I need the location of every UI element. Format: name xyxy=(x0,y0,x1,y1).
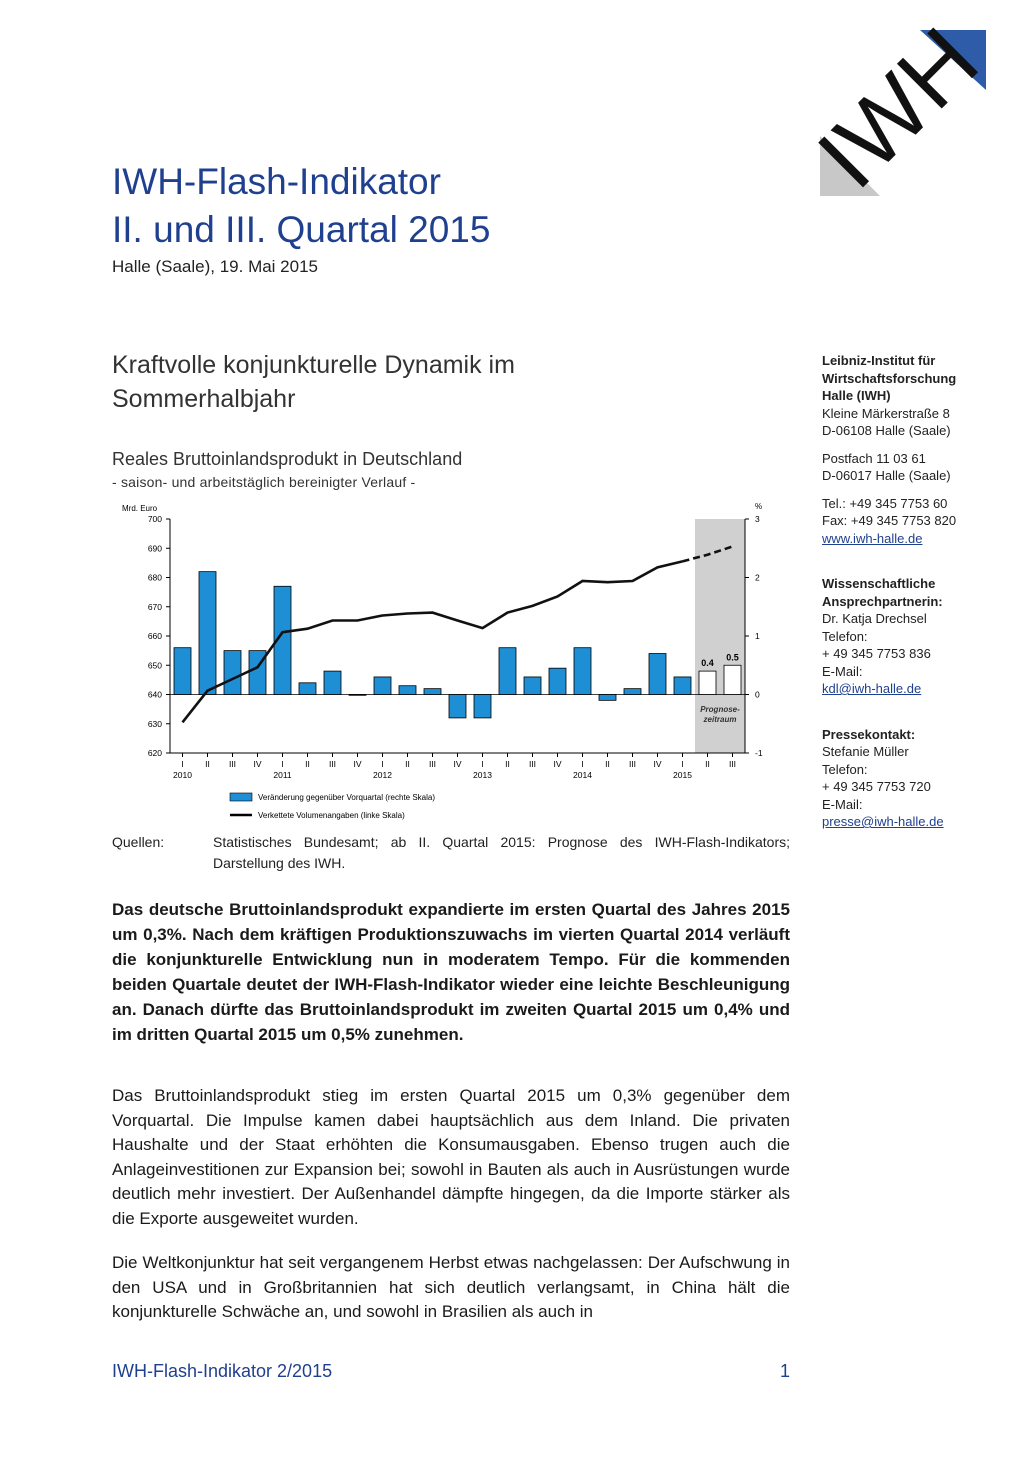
year-label: 2015 xyxy=(673,770,692,780)
growth-bar xyxy=(349,695,366,696)
quarter-label: III xyxy=(628,759,637,769)
year-label: 2010 xyxy=(173,770,192,780)
quarter-label: III xyxy=(428,759,437,769)
left-tick-label: 640 xyxy=(147,689,162,700)
growth-bar xyxy=(649,654,666,695)
institute-contact xyxy=(822,495,992,548)
left-tick-label: 650 xyxy=(147,660,162,671)
quarter-label: III xyxy=(528,759,537,769)
bar-data-label: 0.4 xyxy=(701,658,714,669)
press-email-link[interactable]: presse@iwh-halle.de xyxy=(822,814,944,829)
forecast-bar xyxy=(699,671,716,694)
scientific-contact-heading-1: Wissenschaftliche xyxy=(822,576,936,591)
growth-bar xyxy=(399,686,416,695)
website-link[interactable]: www.iwh-halle.de xyxy=(822,530,923,546)
headline: Kraftvolle konjunkturelle Dynamik im Sommerhalbjahr xyxy=(112,351,515,413)
po-city: D-06017 Halle (Saale) xyxy=(822,468,951,483)
quarter-label: IV xyxy=(553,759,562,769)
left-tick-label: 630 xyxy=(147,718,162,729)
left-axis-unit: Mrd. Euro xyxy=(122,504,158,513)
right-tick-label: 0 xyxy=(755,689,760,700)
growth-bar xyxy=(624,689,641,695)
press-contact-heading: Pressekontakt: xyxy=(822,726,916,742)
bar-data-label: 0.5 xyxy=(726,652,739,663)
institute-name-2: Wirtschaftsforschung xyxy=(822,370,957,386)
press-contact xyxy=(822,726,992,831)
quarter-label: IV xyxy=(353,759,362,769)
city-address: D-06108 Halle (Saale) xyxy=(822,423,951,438)
institute-phone: Tel.: +49 345 7753 60 xyxy=(822,495,948,511)
press-phone: + 49 345 7753 720 xyxy=(822,779,931,794)
sources-text: Statistisches Bundesamt; ab II. Quartal 2015: Prognose des IWH-Flash-Indikators; Darstellung des IWH. xyxy=(213,834,790,871)
quarter-label: I xyxy=(281,759,284,769)
po-box: Postfach 11 03 61 xyxy=(822,450,926,466)
press-contact-name: Stefanie Müller xyxy=(822,744,909,759)
scientific-phone: + 49 345 7753 836 xyxy=(822,646,931,661)
growth-bar xyxy=(199,572,216,695)
growth-bar xyxy=(574,648,591,695)
forecast-bar xyxy=(724,665,741,694)
left-tick-label: 620 xyxy=(147,748,162,758)
street-address: Kleine Märkerstraße 8 xyxy=(822,405,950,421)
press-email-label: E-Mail: xyxy=(822,796,863,812)
growth-bar xyxy=(549,668,566,694)
right-tick-label: 2 xyxy=(755,572,760,583)
page-title-line-2: II. und III. Quartal 2015 xyxy=(112,209,491,250)
body-paragraph-2: Die Weltkonjunktur hat seit vergangenem Herbst etwas nachgelassen: Der Aufschwung in den USA und in Großbritannien hat sich deutlich verlangsamt, in China hält die konjunkturelle Schwäche an, und sowohl in Brasilien als auch in xyxy=(112,1253,790,1321)
iwh-logo xyxy=(798,8,998,208)
year-label: 2014 xyxy=(573,770,592,780)
growth-bar xyxy=(599,695,616,701)
legend-bar-swatch xyxy=(230,793,252,801)
right-axis-unit: % xyxy=(755,502,763,511)
quarter-label: II xyxy=(505,759,510,769)
quarter-label: II xyxy=(605,759,610,769)
quarter-label: II xyxy=(405,759,410,769)
quarter-label: I xyxy=(181,759,184,769)
scientific-email-link[interactable]: kdl@iwh-halle.de xyxy=(822,681,922,696)
sources-label: Quellen: xyxy=(112,834,165,850)
quarter-label: II xyxy=(305,759,310,769)
lead-paragraph: Das deutsche Bruttoinlandsprodukt expandierte im ersten Quartal des Jahres 2015 um 0,3%. Nach dem kräftigen Produktionszuwachs im vierten Quartal 2014 verläuft die konjunkturelle Entwicklung nun in moderatem Tempo. Für die kommenden beiden Quartale deutet der IWH-Flash-Indikator wieder eine leichte Beschleunigung an. Danach dürfte das Bruttoinlandsprodukt im zweiten Quartal 2015 um 0,4% und im dritten Quartal 2015 um 0,5% zunehmen. xyxy=(112,900,790,1044)
quarter-label: III xyxy=(228,759,237,769)
growth-bar xyxy=(324,671,341,694)
scientific-email-label: E-Mail: xyxy=(822,663,863,679)
scientific-phone-label: Telefon: xyxy=(822,628,868,644)
right-tick-label: -1 xyxy=(755,748,763,758)
quarter-label: IV xyxy=(453,759,462,769)
growth-bar xyxy=(499,648,516,695)
growth-bar xyxy=(674,677,691,695)
institute-address xyxy=(822,352,992,440)
institute-fax: Fax: +49 345 7753 820 xyxy=(822,513,957,528)
page-title-line-1: IWH-Flash-Indikator xyxy=(112,161,441,202)
logo-text: IWH xyxy=(798,8,998,208)
chart-sources xyxy=(112,832,790,874)
year-label: 2012 xyxy=(373,770,392,780)
legend-bar-label: Veränderung gegenüber Vorquartal (rechte Skala) xyxy=(258,793,436,802)
publication-date: Halle (Saale), 19. Mai 2015 xyxy=(112,257,319,276)
quarter-label: IV xyxy=(653,759,662,769)
legend-line-label: Verkettete Volumenangaben (linke Skala) xyxy=(258,811,405,820)
growth-bar xyxy=(374,677,391,695)
institute-name-3: Halle (IWH) xyxy=(822,388,891,403)
growth-bar xyxy=(474,695,491,718)
quarter-label: II xyxy=(205,759,210,769)
quarter-label: II xyxy=(705,759,710,769)
quarter-label: I xyxy=(381,759,384,769)
growth-bar xyxy=(174,648,191,695)
year-label: 2013 xyxy=(473,770,492,780)
forecast-label-2: zeitraum xyxy=(703,715,737,725)
page-number: 1 xyxy=(780,1361,791,1381)
growth-bar xyxy=(299,683,316,695)
postal-address xyxy=(822,450,992,485)
footer-publication: IWH-Flash-Indikator 2/2015 xyxy=(112,1361,333,1381)
contact-sidebar xyxy=(822,352,992,841)
left-tick-label: 660 xyxy=(147,631,162,641)
growth-bar xyxy=(424,689,441,695)
quarter-label: III xyxy=(728,759,737,769)
institute-name-1: Leibniz-Institut für xyxy=(822,353,936,368)
quarter-label: IV xyxy=(253,759,262,769)
forecast-label-1: Prognose- xyxy=(700,705,740,715)
scientific-contact-name: Dr. Katja Drechsel xyxy=(822,611,927,626)
quarter-label: III xyxy=(328,759,337,769)
press-phone-label: Telefon: xyxy=(822,761,868,777)
year-label: 2011 xyxy=(273,770,292,780)
body-paragraph-1: Das Bruttoinlandsprodukt stieg im ersten Quartal 2015 um 0,3% gegenüber dem Vorquartal. Die Impulse kamen dabei hauptsächlich aus dem Inland. Die privaten Haushalte und der Staat erhöhten die Konsumausgaben. Ebenso trugen auch die Anlageinvestitionen zur Expansion bei; sowohl in Bauten als auch in Ausrüstungen wurde deutlich mehr investiert. Der Außenhandel dämpfte hingegen, da die Importe stärker als die Exporte ausgeweitet wurden. xyxy=(112,1086,790,1228)
chart-subtitle: - saison- und arbeitstäglich bereinigter Verlauf - xyxy=(112,474,416,490)
left-tick-label: 690 xyxy=(147,543,162,554)
growth-bar xyxy=(449,695,466,718)
left-tick-label: 670 xyxy=(147,601,162,612)
gdp-chart xyxy=(112,497,792,827)
growth-bar xyxy=(524,677,541,695)
right-tick-label: 1 xyxy=(755,631,760,641)
quarter-label: I xyxy=(581,759,584,769)
growth-bar xyxy=(224,651,241,695)
left-tick-label: 680 xyxy=(147,572,162,583)
chart-title: Reales Bruttoinlandsprodukt in Deutschland xyxy=(112,449,463,469)
scientific-contact-heading-2: Ansprechpartnerin: xyxy=(822,593,943,609)
quarter-label: I xyxy=(681,759,684,769)
scientific-contact xyxy=(822,575,992,698)
left-tick-label: 700 xyxy=(147,514,162,524)
right-tick-label: 3 xyxy=(755,514,760,524)
quarter-label: I xyxy=(481,759,484,769)
